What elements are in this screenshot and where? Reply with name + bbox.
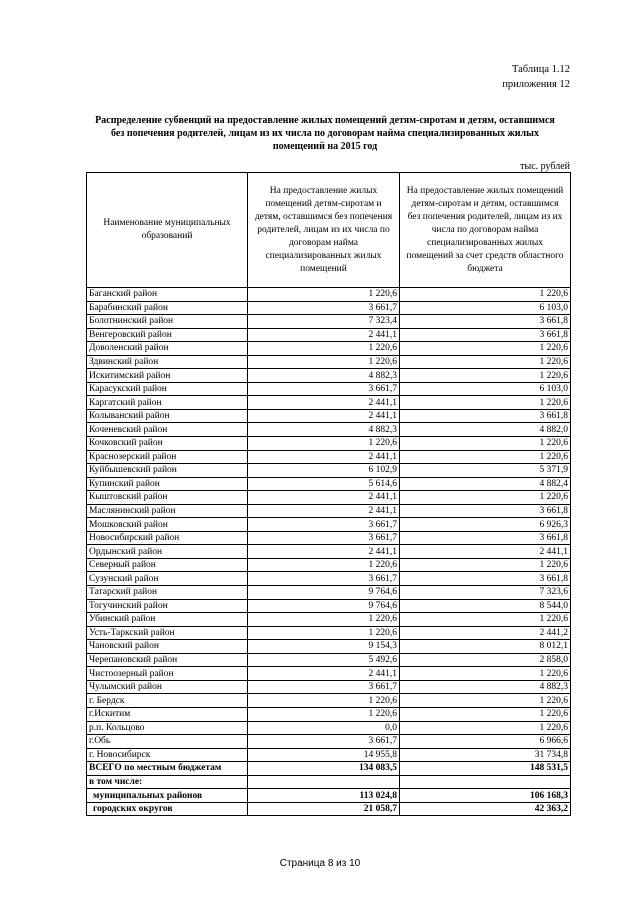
- value-regional: 4 882,3: [400, 680, 571, 694]
- value-regional: 2 441,2: [400, 626, 571, 640]
- value-regional: 1 220,6: [400, 707, 571, 721]
- value-local: 2 441,1: [248, 409, 400, 423]
- municipality-name: Венгеровский район: [87, 328, 248, 342]
- municipality-name: г. Новосибирск: [87, 748, 248, 762]
- value-local: 9 764,6: [248, 599, 400, 613]
- value-local: 134 083,5: [248, 762, 400, 776]
- table-row: [87, 328, 571, 342]
- value-regional: 3 661,8: [400, 328, 571, 342]
- value-local: 113 024,8: [248, 789, 400, 803]
- municipality-name: Карасукский район: [87, 382, 248, 396]
- value-local: 1 220,6: [248, 558, 400, 572]
- municipality-name: Краснозерский район: [87, 450, 248, 464]
- table-row: [87, 477, 571, 491]
- value-regional: 6 926,3: [400, 518, 571, 532]
- value-regional: 1 220,6: [400, 396, 571, 410]
- table-row: [87, 653, 571, 667]
- value-local: 2 441,1: [248, 450, 400, 464]
- municipality-name: Здвинский район: [87, 355, 248, 369]
- value-regional: 3 661,8: [400, 315, 571, 329]
- municipality-name: Черепановский район: [87, 653, 248, 667]
- table-number: Таблица 1.12: [511, 64, 570, 75]
- value-local: 3 661,7: [248, 301, 400, 315]
- table-row: [87, 640, 571, 654]
- value-local: 3 661,7: [248, 735, 400, 749]
- municipality-name: Каргатский район: [87, 396, 248, 410]
- value-regional: 1 220,6: [400, 437, 571, 451]
- municipality-name: Усть-Таркский район: [87, 626, 248, 640]
- value-local: 3 661,7: [248, 680, 400, 694]
- value-local: 2 441,1: [248, 667, 400, 681]
- value-local: 3 661,7: [248, 572, 400, 586]
- value-regional: 8 012,1: [400, 640, 571, 654]
- municipality-name: Искитимский район: [87, 369, 248, 383]
- municipality-name: г.Обь: [87, 735, 248, 749]
- municipality-name: Чановский район: [87, 640, 248, 654]
- value-local: 1 220,6: [248, 613, 400, 627]
- value-regional: 3 661,8: [400, 531, 571, 545]
- table-row: [87, 748, 571, 762]
- municipality-name: Сузунский район: [87, 572, 248, 586]
- value-regional: 42 363,2: [400, 802, 571, 816]
- value-local: [248, 775, 400, 789]
- value-regional: 1 220,6: [400, 694, 571, 708]
- municipality-name: Маслянинский район: [87, 504, 248, 518]
- municipality-name: Баганский район: [87, 288, 248, 302]
- value-local: 1 220,6: [248, 694, 400, 708]
- table-row: [87, 409, 571, 423]
- value-local: 1 220,6: [248, 707, 400, 721]
- column-header-local: На предоставление жилых помещений детям-сиротам и детям, оставшимся без попечения родителей, лицам из их числа по договорам найма специализированных жилых помещений: [248, 173, 400, 288]
- table-row: [87, 301, 571, 315]
- value-local: 1 220,6: [248, 342, 400, 356]
- column-header-regional: На предоставление жилых помещений детям-сиротам и детям, оставшимся без попечения родителей, лицам из их числа по договорам найма специализированных жилых помещений за счет средств областного бюджета: [400, 173, 571, 288]
- value-local: 7 323,4: [248, 315, 400, 329]
- value-local: 5 492,6: [248, 653, 400, 667]
- municipality-name: Чулымский район: [87, 680, 248, 694]
- value-local: 4 882,3: [248, 423, 400, 437]
- table-row: [87, 721, 571, 735]
- page-footer: Страница 8 из 10: [279, 858, 361, 869]
- subsidy-table: [86, 172, 571, 816]
- value-regional: 6 103,0: [400, 301, 571, 315]
- table-row: [87, 491, 571, 505]
- value-regional: 8 544,0: [400, 599, 571, 613]
- header-row: [87, 173, 571, 288]
- table-row: [87, 735, 571, 749]
- table-row: [87, 613, 571, 627]
- value-local: 2 441,1: [248, 504, 400, 518]
- value-regional: 5 371,9: [400, 464, 571, 478]
- municipality-name: Барабинский район: [87, 301, 248, 315]
- table-row: [87, 667, 571, 681]
- table-reference: [502, 62, 570, 92]
- table-row: [87, 518, 571, 532]
- table-row: [87, 680, 571, 694]
- table-row: [87, 504, 571, 518]
- table-row: [87, 315, 571, 329]
- table-row: [87, 355, 571, 369]
- unit-label: тыс. рублей: [520, 161, 570, 172]
- value-regional: 31 734,8: [400, 748, 571, 762]
- value-regional: 1 220,6: [400, 369, 571, 383]
- municipality-name: Мошковский район: [87, 518, 248, 532]
- table-row: [87, 802, 571, 816]
- value-regional: 1 220,6: [400, 355, 571, 369]
- table-row: [87, 450, 571, 464]
- municipality-name: Коченевский район: [87, 423, 248, 437]
- table-row: [87, 464, 571, 478]
- table-row: [87, 694, 571, 708]
- municipality-name: Доволенский район: [87, 342, 248, 356]
- table-row: [87, 586, 571, 600]
- value-regional: 1 220,6: [400, 558, 571, 572]
- value-regional: 1 220,6: [400, 721, 571, 735]
- table-row: [87, 342, 571, 356]
- value-local: 9 764,6: [248, 586, 400, 600]
- municipality-name: Кыштовский район: [87, 491, 248, 505]
- value-regional: 106 168,3: [400, 789, 571, 803]
- value-regional: 7 323,6: [400, 586, 571, 600]
- municipality-name: муниципальных районов: [87, 789, 248, 803]
- value-regional: 4 882,4: [400, 477, 571, 491]
- appendix-number: приложения 12: [502, 79, 570, 90]
- value-regional: 3 661,8: [400, 572, 571, 586]
- value-local: 5 614,6: [248, 477, 400, 491]
- value-local: 2 441,1: [248, 491, 400, 505]
- municipality-name: Купинский район: [87, 477, 248, 491]
- value-local: 1 220,6: [248, 626, 400, 640]
- municipality-name: Убинский район: [87, 613, 248, 627]
- municipality-name: Ордынский район: [87, 545, 248, 559]
- municipality-name: Северный район: [87, 558, 248, 572]
- value-local: 0,0: [248, 721, 400, 735]
- value-local: 2 441,1: [248, 545, 400, 559]
- table-row: [87, 369, 571, 383]
- value-regional: 6 103,0: [400, 382, 571, 396]
- value-regional: 2 858,0: [400, 653, 571, 667]
- value-local: 1 220,6: [248, 288, 400, 302]
- value-local: 1 220,6: [248, 355, 400, 369]
- value-regional: 2 441,1: [400, 545, 571, 559]
- title-line: без попечения родителей, лицам из их числа по договорам найма специализированных жилых: [111, 128, 539, 139]
- table-row: [87, 572, 571, 586]
- municipality-name: Кочковский район: [87, 437, 248, 451]
- table-row: [87, 396, 571, 410]
- table-row: [87, 789, 571, 803]
- value-regional: 1 220,6: [400, 342, 571, 356]
- table-row: [87, 545, 571, 559]
- table-row: [87, 558, 571, 572]
- municipality-name: городских округов: [87, 802, 248, 816]
- value-regional: 1 220,6: [400, 450, 571, 464]
- title-line: Распределение субвенций на предоставление жилых помещений детям-сиротам и детям, оставшимся: [95, 115, 555, 126]
- value-local: 3 661,7: [248, 518, 400, 532]
- municipality-name: Тогучинский район: [87, 599, 248, 613]
- municipality-name: Колыванский район: [87, 409, 248, 423]
- municipality-name: Чистоозерный район: [87, 667, 248, 681]
- table-row: [87, 775, 571, 789]
- value-regional: [400, 775, 571, 789]
- table-row: [87, 437, 571, 451]
- value-local: 2 441,1: [248, 328, 400, 342]
- municipality-name: Болотнинский район: [87, 315, 248, 329]
- table-row: [87, 288, 571, 302]
- table-row: [87, 531, 571, 545]
- value-local: 2 441,1: [248, 396, 400, 410]
- value-regional: 148 531,5: [400, 762, 571, 776]
- municipality-name: р.п. Кольцово: [87, 721, 248, 735]
- municipality-name: в том числе:: [87, 775, 248, 789]
- table-row: [87, 762, 571, 776]
- municipality-name: Куйбышевский район: [87, 464, 248, 478]
- table-body: [87, 288, 571, 816]
- value-local: 6 102,9: [248, 464, 400, 478]
- value-regional: 3 661,8: [400, 504, 571, 518]
- value-local: 9 154,3: [248, 640, 400, 654]
- value-regional: 1 220,6: [400, 288, 571, 302]
- value-regional: 1 220,6: [400, 667, 571, 681]
- municipality-name: ВСЕГО по местным бюджетам: [87, 762, 248, 776]
- table-row: [87, 707, 571, 721]
- table-row: [87, 382, 571, 396]
- value-local: 1 220,6: [248, 437, 400, 451]
- value-local: 21 058,7: [248, 802, 400, 816]
- value-regional: 1 220,6: [400, 613, 571, 627]
- value-local: 14 955,8: [248, 748, 400, 762]
- table-row: [87, 626, 571, 640]
- title-line: помещений на 2015 год: [272, 141, 378, 152]
- table-row: [87, 423, 571, 437]
- value-local: 4 882,3: [248, 369, 400, 383]
- municipality-name: г. Бердск: [87, 694, 248, 708]
- value-regional: 4 882,0: [400, 423, 571, 437]
- document-title: [85, 114, 565, 153]
- value-regional: 6 966,6: [400, 735, 571, 749]
- column-header-name: Наименование муниципальных образований: [87, 173, 248, 288]
- value-local: 3 661,7: [248, 531, 400, 545]
- municipality-name: Новосибирский район: [87, 531, 248, 545]
- municipality-name: Татарский район: [87, 586, 248, 600]
- value-regional: 3 661,8: [400, 409, 571, 423]
- municipality-name: г.Искитим: [87, 707, 248, 721]
- table-row: [87, 599, 571, 613]
- value-local: 3 661,7: [248, 382, 400, 396]
- value-regional: 1 220,6: [400, 491, 571, 505]
